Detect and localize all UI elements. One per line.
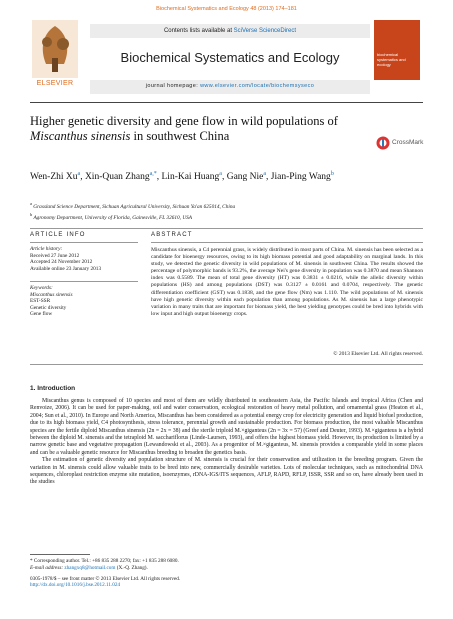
sciencedirect-link[interactable]: SciVerse ScienceDirect (233, 28, 297, 34)
affiliation (30, 211, 410, 222)
email-suffix: (X.-Q. Zhang). (115, 564, 148, 571)
history-item: Available online 23 January 2013 (30, 265, 102, 272)
journal-title: Biochemical Systematics and Ecology (120, 50, 340, 65)
article-info-heading: ARTICLE INFO (30, 232, 86, 238)
history-item: Accepted 24 November 2012 (30, 259, 93, 266)
homepage-link[interactable]: www.elsevier.com/locate/biochemsyseco (200, 83, 315, 89)
publisher-name: ELSEVIER (36, 80, 74, 87)
keyword: Miscanthus sinensis (30, 291, 73, 298)
email-line (30, 565, 423, 572)
keyword: EST-SSR (30, 298, 51, 305)
footnotes (30, 558, 423, 589)
affiliation (30, 200, 410, 211)
email-label: E-mail address: (30, 564, 65, 571)
intro-paragraph: Miscanthus genus is composed of 10 species and most of them are wildly distributed in southeastern Asia, the Pacific Islands and tropical Africa (Chen and Renvoize, 2006). It can be used for paper-making, soil and water conservation, ecological restoration of heavy metal pollution, and ornamental grass (Heaton et al., 2004; Sun et al., 2010). In Europe and North America, Miscanthus has been considered as a potential energy crop for electricity generation and liquid biofuel production, due to its high biomass yield, C4 photosynthesis, stress tolerance, perennial growth and sustainable production. For biomass production, the most valuable Miscanthus species are the fertile diploid Miscanthus sinensis (2n = 2x = 38) and the sterile triploid M.×giganteus (2n = 3x = 57) (Greef and Deuter, 1993). M.×giganteus is a hybrid between the diploid M. sinensis and the tetraploid M. sacchariflorus (Linde-Laursen, 1993), and offers the highest biomass yield. However, its production is limited by a narrow genetic base and vegetative propagation (Lewandowski et al., 2003). As a progenitor of M.×giganteus, M. sinensis provides a comparable yield in some places and can be a valuable genetic resource for Miscanthus breeding to broaden the genetics basis. (30, 398, 423, 456)
author-sup[interactable]: a,* (149, 171, 157, 177)
title-tail: in southwest China (130, 129, 230, 143)
divider (30, 281, 138, 282)
author-sup[interactable]: a (77, 171, 81, 177)
author-name[interactable]: Jian-Ping Wang (270, 172, 331, 183)
contents-prefix: Contents lists available at (163, 28, 234, 34)
email-link[interactable]: zhangxq8@hotmail.com (64, 564, 116, 571)
journal-cover-image (374, 20, 420, 80)
author-sup[interactable]: a (219, 171, 222, 177)
affiliations (30, 200, 410, 222)
author-name[interactable]: Wen-Zhi Xu (30, 172, 78, 183)
divider (30, 364, 423, 365)
journal-cover-text: biochemical systematics and ecology (377, 52, 406, 67)
affiliation-sup: a (30, 201, 32, 206)
homepage-prefix: journal homepage: (145, 83, 201, 89)
title-text: Higher genetic diversity and gene flow in wild populations of (30, 114, 338, 128)
affiliation-text: Grassland Science Department, Sichuan Agricultural University, Sichuan Ya'an 625014, China (33, 203, 236, 210)
abstract-text: Miscanthus sinensis, a C4 perennial grass, is widely distributed in most parts of China. M. sinensis has been selected as a candidate for bioenergy resources, owing to its high biomass potential and good adaptability on marginal lands. In this study, we detected the genetic diversity in wild populations of M. sinensis in southwest China. The results showed the percentage of polymorphic bands is 93.2%, the average Nei's gene diversity in population was 0.3870 and mean Shannon index was 0.5589. The mean of total gene diversity (HT) was 0.3831 ± 0.0216, while the allelic diversity within populations (HS) and among populations (DST) was 0.3127 ± 0.0161 and 0.0704, respectively. The genetic differentiation coefficient (GST) was 0.1838, and the gene flow (Nm) was 1.110. The wild populations of M. sinensis have high genetic diversity within each population than among populations. As M. sinensis has a large phenotypic variation in many traits that are important for biomass yield, the best yielding genotypes could be bred into hybrids with low input and high output bioenergy crops. (151, 247, 423, 317)
abstract-heading: ABSTRACT (151, 232, 193, 238)
crossmark-badge[interactable] (376, 135, 426, 151)
keywords (30, 285, 140, 318)
history-item: Received 27 June 2012 (30, 252, 80, 259)
corresponding-author: * Corresponding author. Tel.: +86 835 288 2270; fax: +1 835 288 6080. (30, 558, 179, 564)
author-sup[interactable]: a (263, 171, 267, 177)
divider (30, 242, 138, 243)
affiliation-text: Agronomy Department, University of Florida, Gainesville, FL 32610, USA (33, 214, 193, 221)
contents-line (90, 28, 370, 34)
article-history (30, 246, 140, 272)
author-sup[interactable]: b (330, 171, 334, 177)
footnote-rule (30, 554, 90, 555)
copyright: © 2013 Elsevier Ltd. All rights reserved. (333, 351, 423, 357)
issn-line: 0305-1978/$ – see front matter © 2013 Elsevier Ltd. All rights reserved. (30, 575, 181, 582)
homepage-line (90, 83, 370, 89)
history-label: Article history: (30, 246, 63, 252)
affiliation-sup: b (30, 211, 33, 217)
elsevier-logo (32, 20, 78, 78)
journal-citation[interactable]: Biochemical Systematics and Ecology 48 (2013) 174–181 (156, 6, 297, 12)
divider (30, 228, 423, 229)
keyword: Gene flow (30, 311, 53, 318)
author-name[interactable]: Lin-Kai Huang (161, 172, 220, 183)
keyword: Genetic diversity (30, 304, 67, 311)
author-list: Wen-Zhi Xu$^a$, Xin-Quan Zhang$^{a,*}$, Lin-Kai Huang$^a$, Gang Nie$^a$, Jian-Ping Wang$^b$ (30, 171, 334, 183)
divider (151, 242, 423, 243)
doi-link[interactable]: http://dx.doi.org/10.1016/j.bse.2012.11.024 (30, 582, 121, 589)
header-divider (30, 102, 423, 103)
crossmark-label: CrossMark (392, 139, 424, 146)
intro-body (30, 398, 423, 487)
paper-title (30, 114, 360, 144)
author-name[interactable]: Xin-Quan Zhang (84, 172, 150, 183)
keywords-label: Keywords: (30, 285, 53, 291)
title-species: Miscanthus sinensis (30, 129, 131, 143)
section-heading: 1. Introduction (30, 385, 76, 392)
author-name[interactable]: Gang Nie (226, 172, 264, 183)
intro-paragraph: The estimation of genetic diversity and population structure of M. sinensis is crucial for their conservation and utilization in the breeding program. Given the variation in M. sinensis could allow valuable traits to be bred into new, commercially desirable varieties. Lots of molecular techniques, such as mitochondrial DNA sequences, chloroplast restriction enzyme site mutation, isoenzymes, rDNA-IGS/ITS sequences, AFLP, RAPD, RFLP, ISSR, SSR and so on, have already been used in the studies (30, 457, 423, 486)
